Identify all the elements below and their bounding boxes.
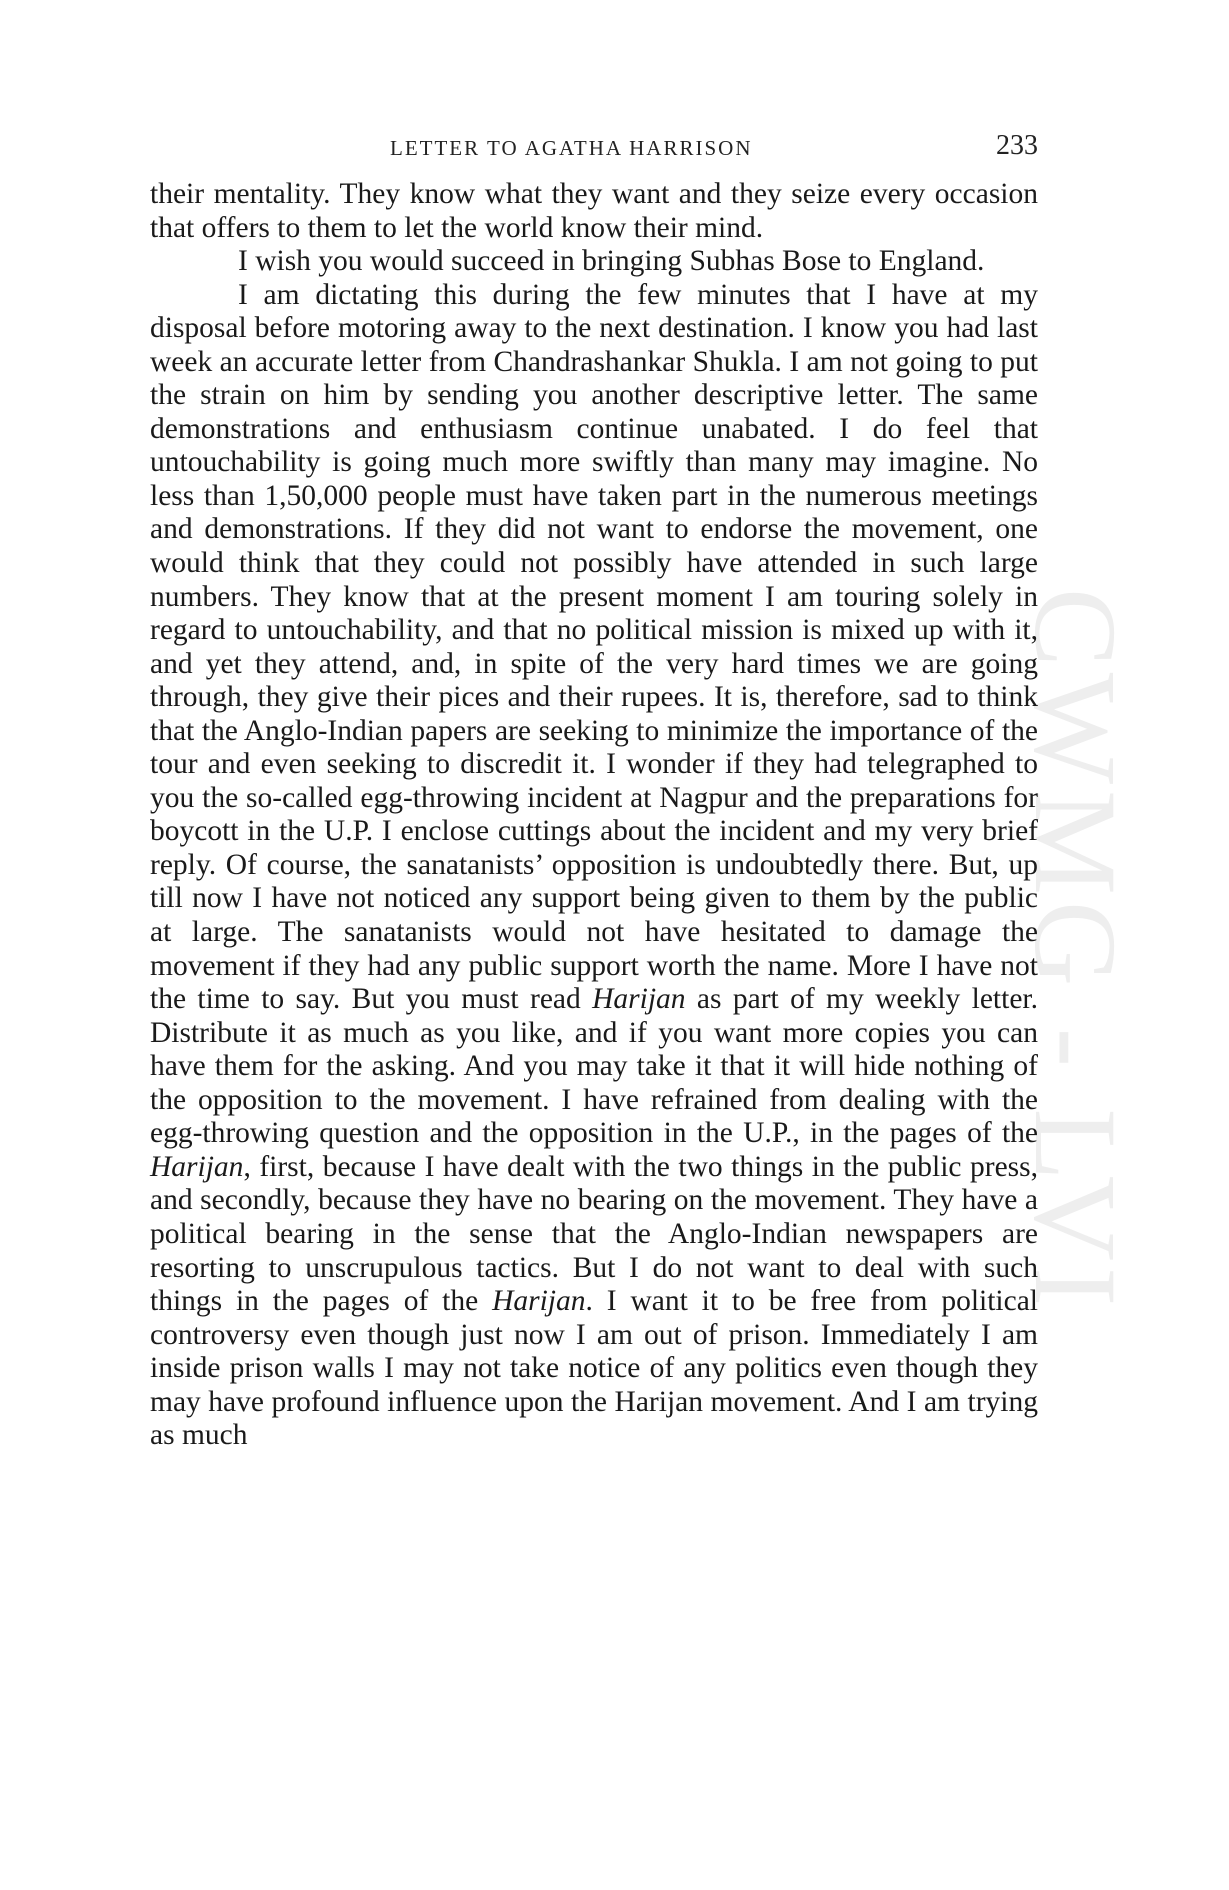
paragraph: I wish you would succeed in bringing Subhas Bose to England. (238, 245, 985, 278)
watermark-text: CWMG - LVI (1010, 587, 1141, 1313)
running-title: LETTER TO AGATHA HARRISON (390, 136, 753, 160)
publication-title: Harijan (592, 983, 686, 1016)
paragraph: I am dictating this during the few minutes that I have at my disposal before motoring away to the next destination. I know you had last week an accurate letter from Chandrashankar Shukla. I am not going to put the strain on him by sending you another descriptive letter. The same demonstrations and enthusiasm continue unabated. I do feel that untouchability is going much more swiftly than many may imagine. No less than 1,50,000 people must have taken part in the numerous meetings and demonstrations. If they did not want to endorse the movement, one would think that they could not possibly have attended in such large numbers. They know that at the present moment I am touring solely in regard to untouchability, and that no political mission is mixed up with it, and yet they attend, and, in spite of the very hard times we are going through, they give their pices and their rupees. It is, therefore, sad to think that the Anglo-Indian papers are seeking to minimize the importance of the tour and even seeking to discredit it. I wonder if they had telegraphed to you the so-called egg-throwing incident at Nagpur and the preparations for boycott in the U.P. I enclose cuttings about the incident and my very brief reply. Of course, the sanatanists’ opposition is undoubtedly there. But, up till now I have not noticed any support being given to them by the public at large. The sanatanists would not have hesitated to damage the movement if they had any public support worth the name. More I have not the time to say. But you must read Harijan as part of my weekly letter. Distribute it as much as you like, and if you want more copies you can have them for the asking. And you may take it that it will hide nothing of the opposition to the movement. I have refrained from dealing with the egg-throwing question and the opposition in the U.P., in the pages of the Harijan, first, because I have dealt with the two things in the public press, and secondly, because they have no bearing on the movement. They have a political bearing in the sense that the Anglo-Indian newspapers are resorting to unscrupulous tactics. But I do not want to deal with such things in the pages of the Harijan. I want it to be free from political controversy even though just now I am out of prison. Immediately I am inside prison walls I may not take notice of any politics even though they may have profound influence upon the Harijan movement. And I am trying as much (150, 278, 1038, 1452)
paragraph-continuation: their mentality. They know what they want and they seize every occasion that offers to them to let the world know their mind. (150, 178, 1038, 244)
publication-title: Harijan (150, 1150, 244, 1183)
publication-title: Harijan (492, 1285, 586, 1318)
watermark (1010, 510, 1141, 1390)
page-number: 233 (996, 130, 1038, 161)
body-text (150, 178, 1038, 1453)
running-head (150, 130, 1038, 174)
